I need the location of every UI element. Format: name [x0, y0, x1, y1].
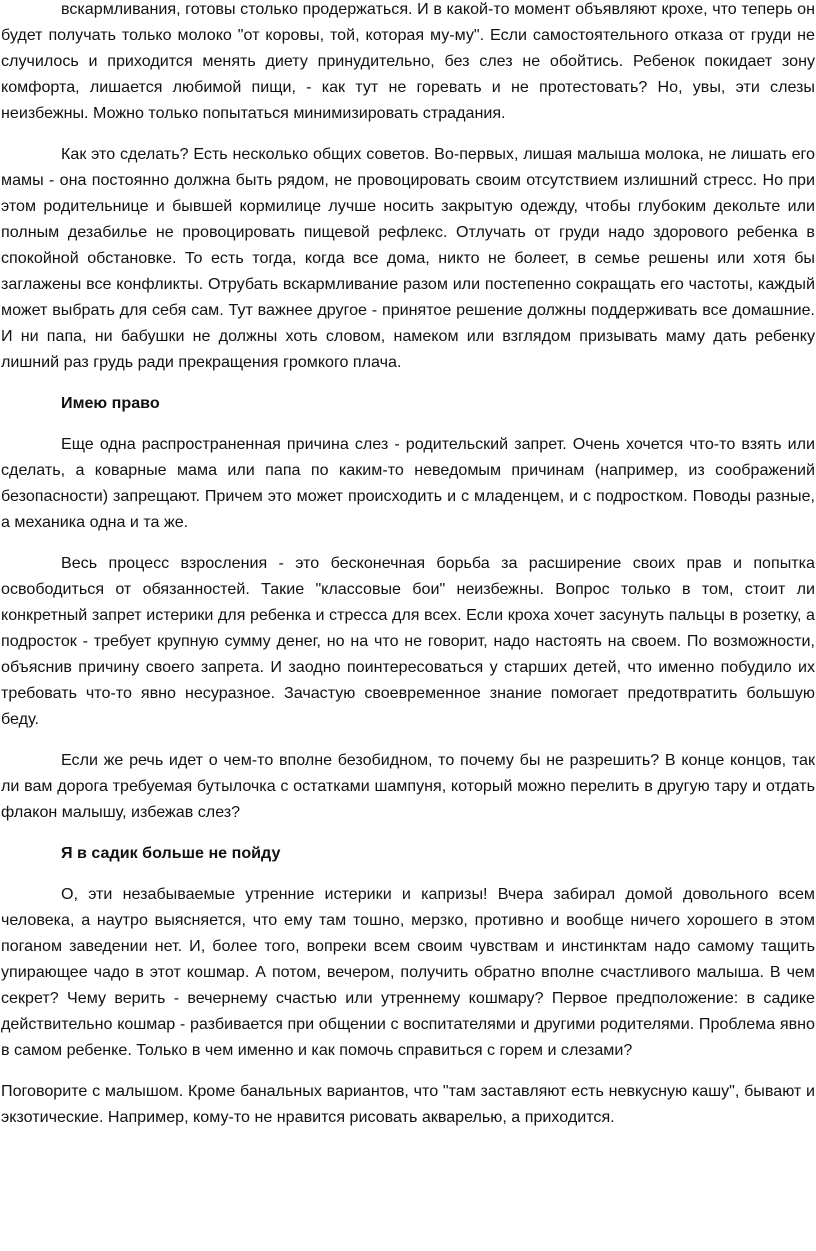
paragraph: О, эти незабываемые утренние истерики и капризы! Вчера забирал домой довольного всем человека, а наутро выясняется, что ему там тошно, мерзко, противно и вообще ничего хорошего в этом поганом заведении нет. И, более того, вопреки всем своим чувствам и инстинктам надо самому тащить упирающее чадо в этот кошмар. А потом, вечером, получить обратно вполне счастливого малыша. В чем секрет? Чему верить - вечернему счастью или утреннему кошмару? Первое предположение: в садике действительно кошмар - разбивается при общении с воспитателями и другими родителями. Проблема явно в самом ребенке. Только в чем именно и как помочь справиться с горем и слезами? — [1, 885, 815, 1059]
paragraph: Еще одна распространенная причина слез - родительский запрет. Очень хочется что-то взять или сделать, а коварные мама или папа по каким-то неведомым причинам (например, из соображений безопасности) запрещают. Причем это может происходить и с младенцем, и с подростком. Поводы разные, а механика одна и та же. — [1, 435, 815, 531]
paragraph: Поговорите с малышом. Кроме банальных вариантов, что "там заставляют есть невкусную кашу", бывают и экзотические. Например, кому-то не нравится рисовать акварелью, а приходится. — [1, 1082, 815, 1126]
section-heading: Имею право — [61, 394, 160, 412]
paragraph: Как это сделать? Есть несколько общих советов. Во-первых, лишая малыша молока, не лишать его мамы - она постоянно должна быть рядом, не провоцировать своим отсутствием излишний стресс. Но при этом родительнице и бывшей кормилице лучше носить закрытую одежду, чтобы глубоким декольте или полным дезабилье не провоцировать пищевой рефлекс. Отлучать от груди надо здорового ребенка в спокойной обстановке. То есть тогда, когда все дома, никто не болеет, в семье решены или хотя бы заглажены все конфликты. Отрубать вскармливание разом или постепенно сокращать его частоты, каждый может выбрать для себя сам. Тут важнее другое - принятое решение должны поддерживать все домашние. И ни папа, ни бабушки не должны хоть словом, намеком или взглядом призывать маму дать ребенку лишний раз грудь ради прекращения громкого плача. — [1, 145, 815, 371]
section-heading: Я в садик больше не пойду — [61, 844, 281, 862]
paragraph: Если же речь идет о чем-то вполне безобидном, то почему бы не разрешить? В конце концов, так ли вам дорога требуемая бутылочка с остатками шампуня, который можно перелить в другую тару и отдать флакон малышу, избежав слез? — [1, 751, 815, 821]
paragraph: Весь процесс взросления - это бесконечная борьба за расширение своих прав и попытка освободиться от обязанностей. Такие "классовые бои" неизбежны. Вопрос только в том, стоит ли конкретный запрет истерики для ребенка и стресса для всех. Если кроха хочет засунуть пальцы в розетку, а подросток - требует крупную сумму денег, но на что не говорит, надо настоять на своем. По возможности, объяснив причину своего запрета. И заодно поинтересоваться у старших детей, что именно побудило их требовать что-то явно несуразное. Зачастую своевременное знание помогает предотвратить большую беду. — [1, 554, 815, 728]
paragraph: вскармливания, готовы столько продержаться. И в какой-то момент объявляют крохе, что теперь он будет получать только молоко "от коровы, той, которая му-му". Если самостоятельного отказа от груди не случилось и приходится менять диету принудительно, без слез не обойтись. Ребенок покидает зону комфорта, лишается любимой пищи, - как тут не горевать и не протестовать? Но, увы, эти слезы неизбежны. Можно только попытаться минимизировать страдания. — [1, 0, 815, 122]
